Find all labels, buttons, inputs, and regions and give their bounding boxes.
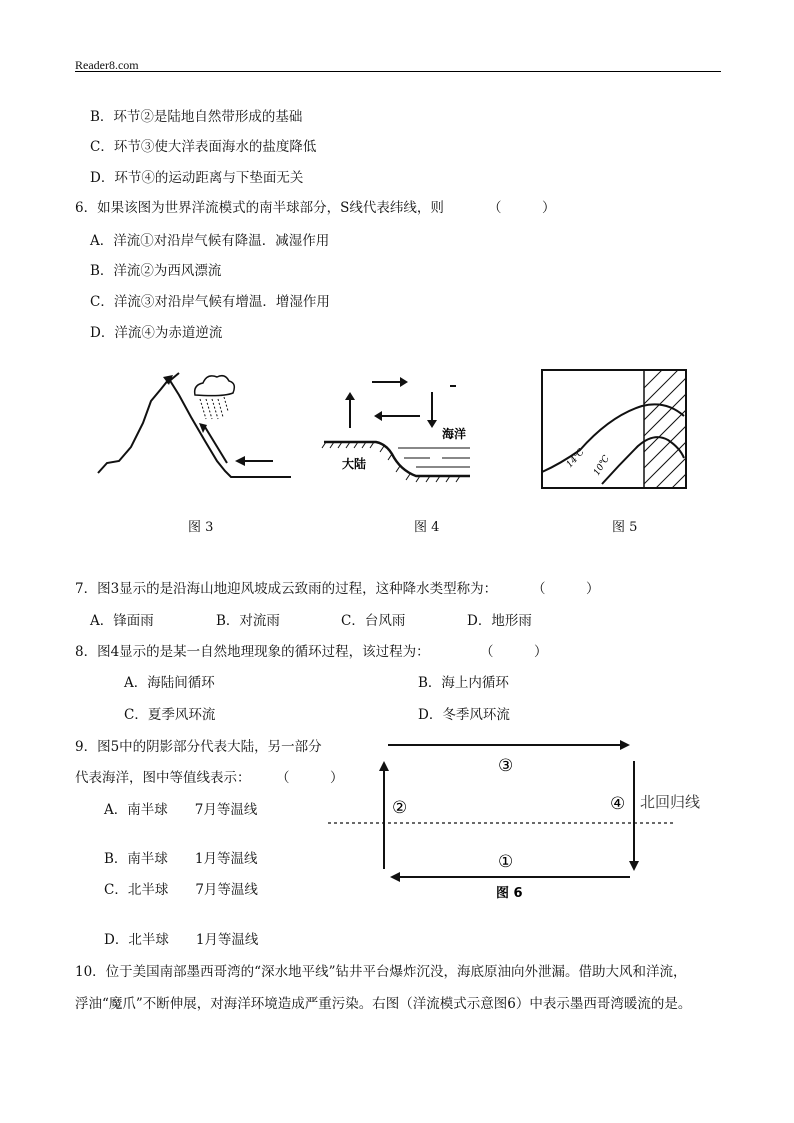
fig6-label-1: ① [498,852,514,872]
q8-stem: 8．图4显示的是某一自然地理现象的循环过程，该过程为： [75,644,430,660]
fig4-ocean-label: 海洋 [442,427,467,441]
figure-3 [95,365,295,485]
fig5-caption: 图 5 [612,520,638,535]
water-lines [398,448,470,467]
q9-option-d: D．北半球 1月等温线 [104,932,259,948]
q8-option-b: B．海上内循环 [418,675,509,691]
q7-option-d: D．地形雨 [467,613,532,629]
fig4-caption: 图 4 [414,520,440,535]
q8-option-a: A．海陆间循环 [124,675,215,691]
q7-option-c: C．台风雨 [341,613,406,629]
q6-answer-paren: （ ） [488,200,556,216]
fig6-label-3: ③ [498,756,514,776]
q7-answer-paren: （ ） [532,581,600,597]
rain-drops [200,397,228,419]
q6-option-d: D．洋流④为赤道逆流 [90,325,223,341]
q9-stem-line2: 代表海洋，图中等值线表示： [75,770,251,786]
figure-5 [540,368,688,490]
q7-stem: 7．图3显示的是沿海山地迎风坡成云致雨的过程，这种降水类型称为： [75,581,498,597]
q8-option-d: D．冬季风环流 [418,707,510,723]
header-rule [75,71,721,72]
fig4-land-label: 大陆 [342,457,367,471]
q9-option-c: C．北半球 7月等温线 [104,882,258,898]
q6-option-c: C．洋流③对沿岸气候有增温．增湿作用 [90,294,330,310]
q8-option-c: C．夏季风环流 [124,707,216,723]
q9-stem-line1: 9．图5中的阴影部分代表大陆，另一部分 [75,739,322,755]
fig6-label-2: ② [392,798,408,818]
fig3-caption: 图 3 [188,520,214,535]
fig6-label-4: ④ [610,794,626,814]
q6-option-a: A．洋流①对沿岸气候有降温．减湿作用 [90,233,330,249]
q9-option-b: B．南半球 1月等温线 [104,851,258,867]
fig6-tropic-label: 北回归线 [640,793,701,811]
q9-option-a: A．南半球 7月等温线 [104,802,258,818]
q5-option-d: D．环节④的运动距离与下垫面无关 [90,170,304,186]
q5-option-c: C．环节③使大洋表面海水的盐度降低 [90,139,317,155]
q6-stem: 6．如果该图为世界洋流模式的南半球部分，S线代表纬线，则 [75,200,444,216]
q7-option-a: A．锋面雨 [90,613,154,629]
q9-answer-paren: （ ） [276,770,344,786]
q6-option-b: B．洋流②为西风漂流 [90,263,222,279]
q10-line2: 浮油“魔爪”不断伸展，对海洋环境造成严重污染。右图（洋流模式示意图6）中表示墨西哥湾暖流的是。 [75,996,692,1012]
q8-answer-paren: （ ） [480,644,548,660]
figure-6 [336,735,726,905]
cloud-icon [195,376,235,396]
q10-line1: 10．位于美国南部墨西哥湾的“深水地平线”钻井平台爆炸沉没，海底原油向外泄漏。借助大风和洋流， [75,964,687,980]
fig5-iso-10: 10℃ [592,454,612,478]
site-header: Reader8.com [75,58,139,72]
fig6-caption: 图 6 [496,886,523,901]
figure-4 [320,370,480,490]
fig5-iso-14: 14℃ [564,447,587,471]
q5-option-b: B．环节②是陆地自然带形成的基础 [90,109,303,125]
q7-option-b: B．对流雨 [216,613,280,629]
